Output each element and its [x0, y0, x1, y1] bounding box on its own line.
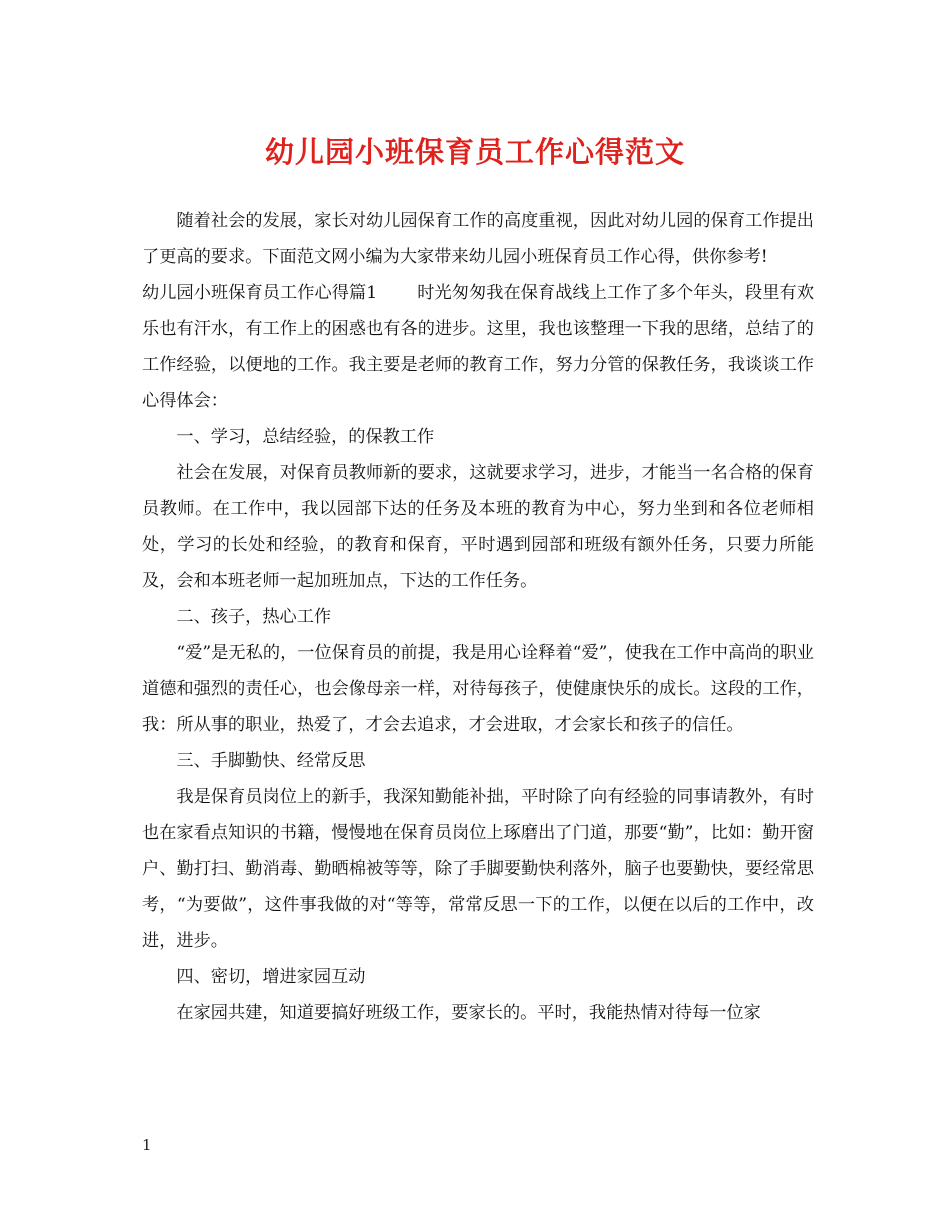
- heading-home-school: 四、密切，增进家园互动: [176, 967, 366, 987]
- paragraph-children: “爱”是无私的，一位保育员的前提，我是用心诠释着“爱”，使我在工作中高尚的职业道德和强烈的责任心，也会像母亲一样，对待每孩子，使健康快乐的成长。这段的工作，我：所从事的职业，热爱了，才会去追求，才会进取，才会家长和孩子的信任。: [142, 643, 814, 735]
- section-paragraph: [142, 275, 814, 419]
- section-opening: 时光匆匆我在保育战线上工作了多个年头，段里有欢乐也有汗水，有工作上的困惑也有各的进步。这里，我也该整理一下我的思绪，总结了的工作经验，以便地的工作。我主要是老师的教育工作，努力分管的保教任务，我谈谈工作心得体会：: [142, 283, 815, 411]
- section-label: 幼儿园小班保育员工作心得篇1: [142, 283, 378, 303]
- heading-study: 一、学习，总结经验，的保教工作: [176, 427, 435, 447]
- intro-paragraph: 随着社会的发展，家长对幼儿园保育工作的高度重视，因此对幼儿园的保育工作提出了更高的要求。下面范文网小编为大家带来幼儿园小班保育员工作心得，供你参考!: [142, 211, 814, 267]
- paragraph-diligence: 我是保育员岗位上的新手，我深知勤能补拙，平时除了向有经验的同事请教外，有时也在家看点知识的书籍，慢慢地在保育员岗位上琢磨出了门道，那要“勤”，比如：勤开窗户、勤打扫、勤消毒、勤晒棉被等等，除了手脚要勤快利落外，脑子也要勤快，要经常思考，“为要做”，这件事我做的对“等等，常常反思一下的工作，以便在以后的工作中，改进，进步。: [142, 787, 814, 951]
- heading-children: 二、孩子，热心工作: [176, 607, 332, 627]
- document-title: 幼儿园小班保育员工作心得范文: [264, 135, 685, 169]
- document-body: [142, 203, 814, 1031]
- page-number: 1: [142, 1136, 152, 1154]
- heading-diligence: 三、手脚勤快、经常反思: [176, 751, 366, 771]
- paragraph-study: 社会在发展，对保育员教师新的要求，这就要求学习，进步，才能当一名合格的保育员教师。在工作中，我以园部下达的任务及本班的教育为中心，努力坐到和各位老师相处，学习的长处和经验，的教育和保育，平时遇到园部和班级有额外任务，只要力所能及，会和本班老师一起加班加点，下达的工作任务。: [142, 463, 814, 591]
- paragraph-home-school: 在家园共建，知道要搞好班级工作，要家长的。平时，我能热情对待每一位家: [176, 1003, 761, 1023]
